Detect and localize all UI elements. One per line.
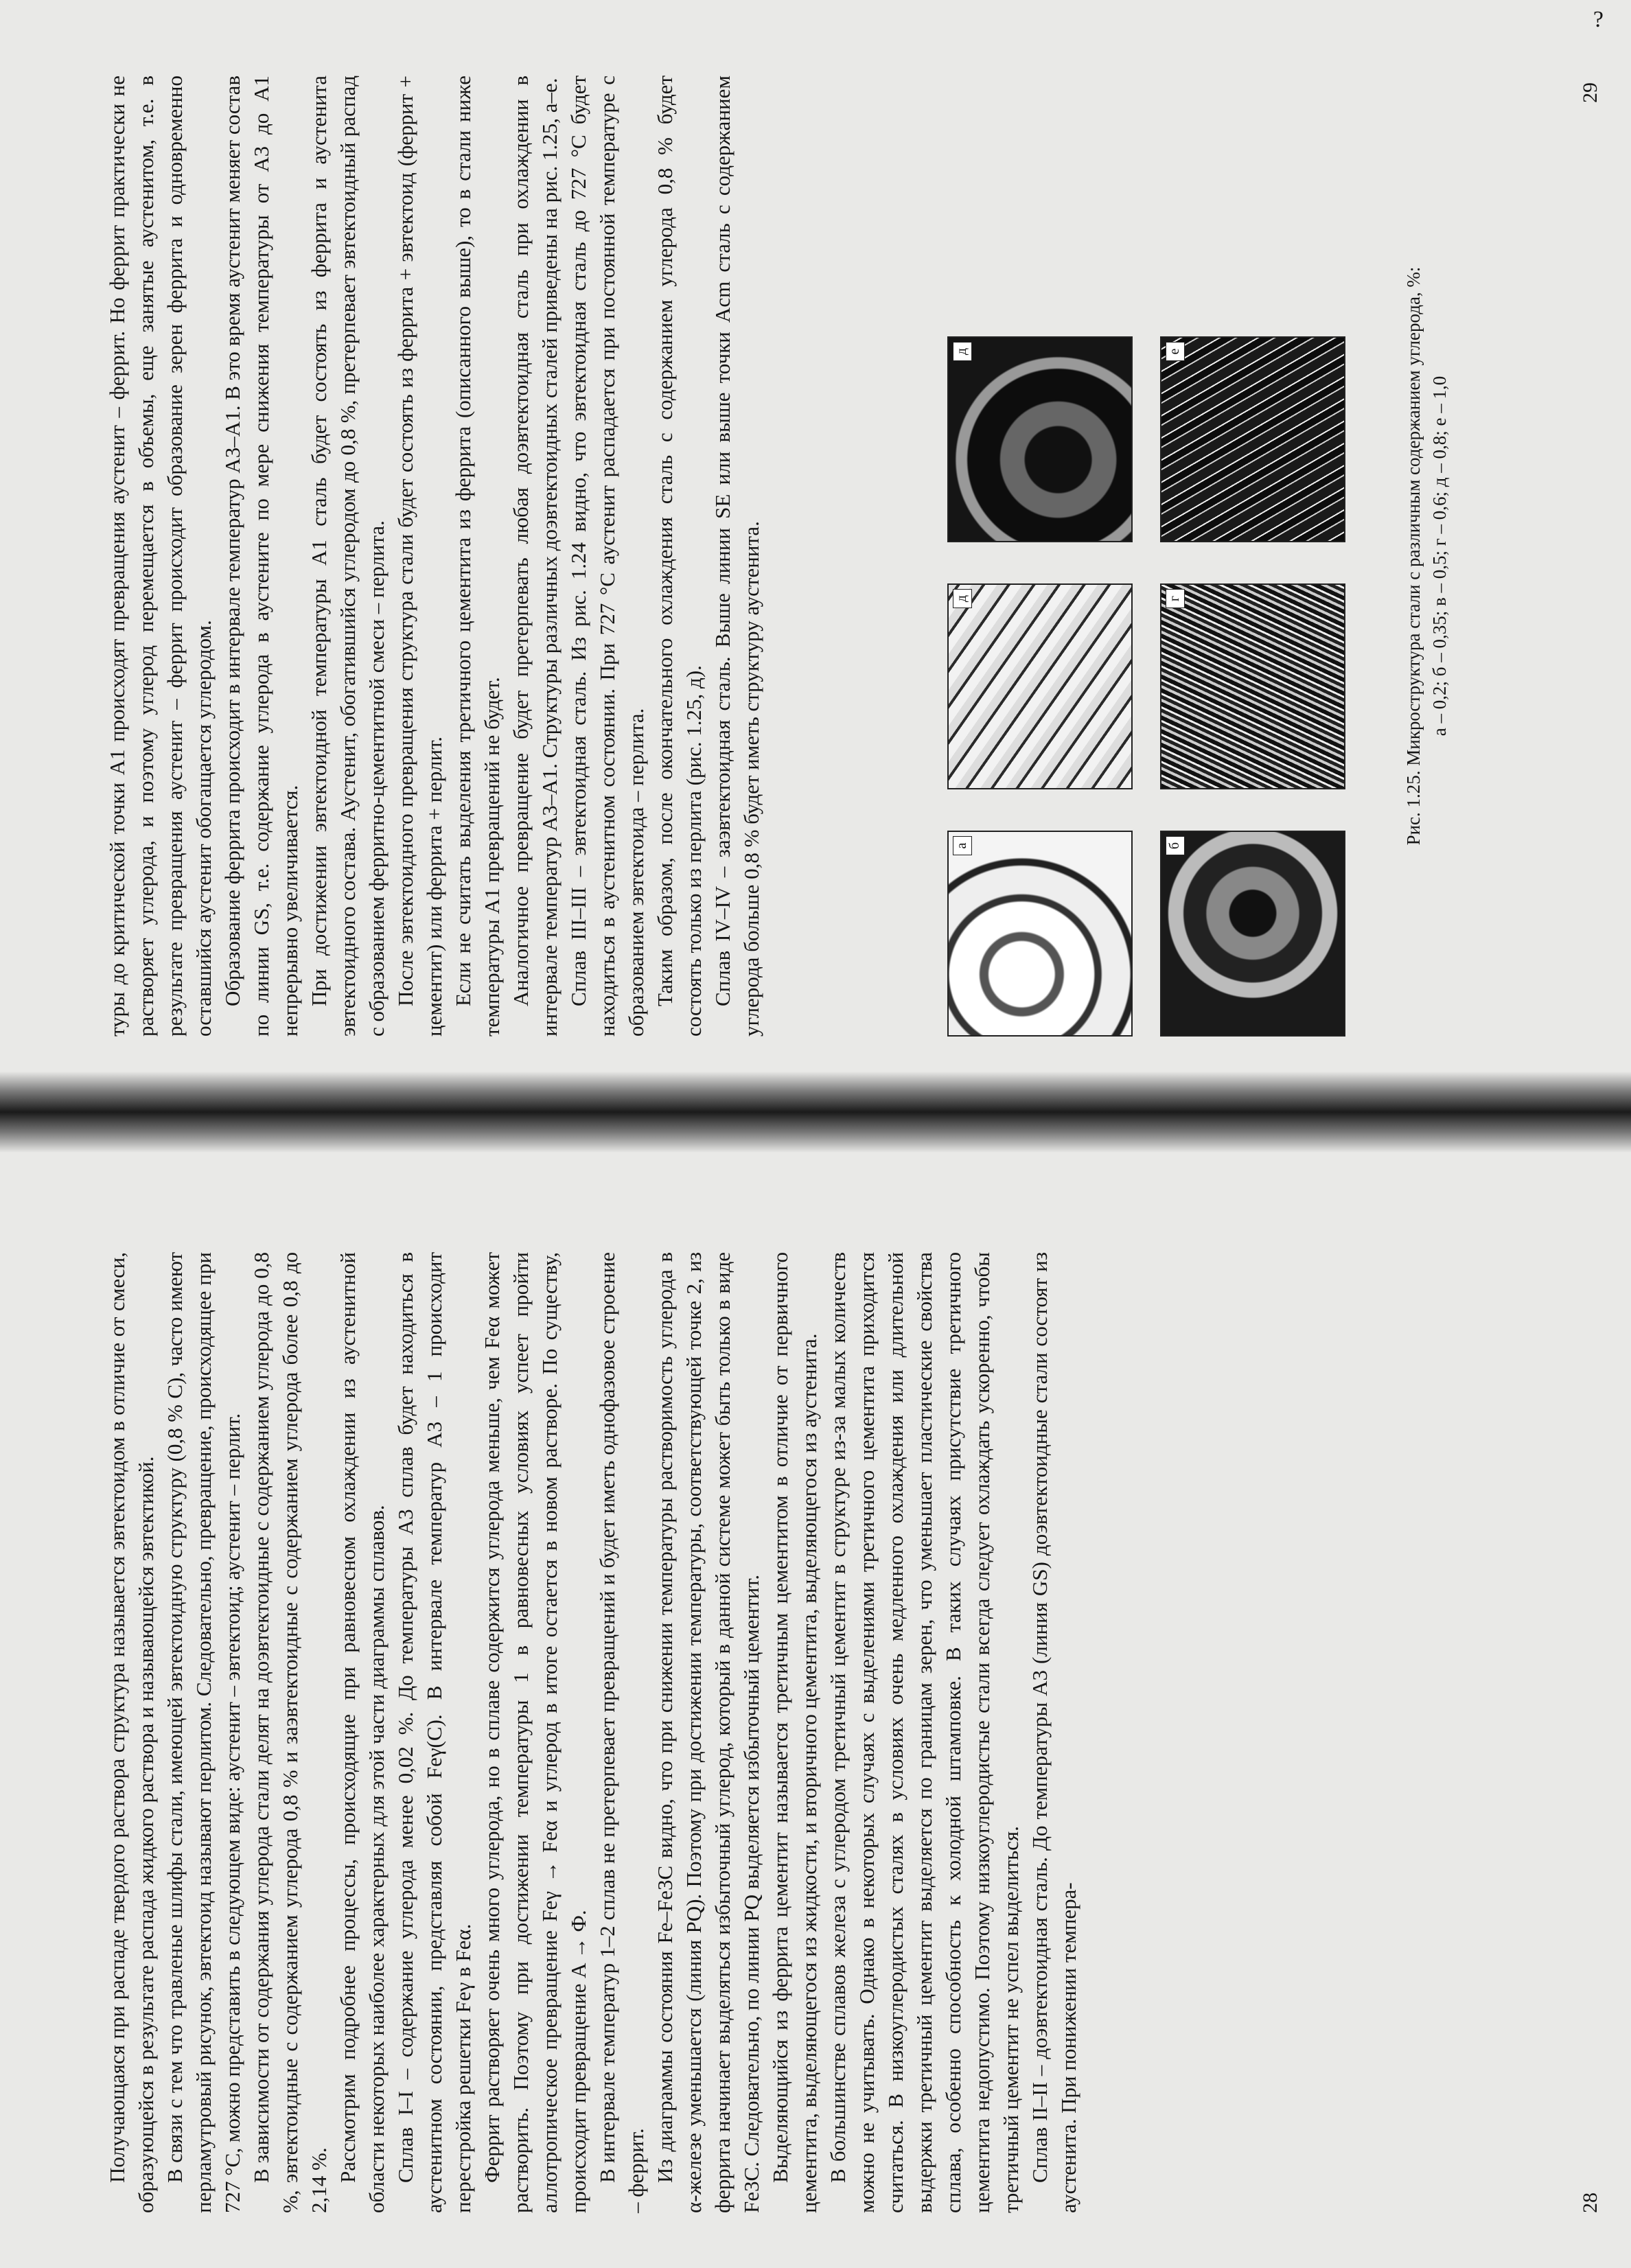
- micrograph-v: д: [947, 583, 1133, 789]
- paragraph: Таким образом, после окончательного охлаждения сталь с содержанием углерода 0,8 % будет состоять только из перлита (рис. 1.25, д).: [653, 76, 706, 1037]
- paragraph: Сплав III–III – эвтектоидная сталь. Из рис. 1.24 видно, что эвтектоидная сталь до 727 °С будет находиться в аустенитном состоянии. При 727 °С аустенит распадается при постоянной температуре с образованием эвтектоида – перлита.: [566, 76, 648, 1037]
- micrograph-b: б: [1160, 831, 1345, 1037]
- page-28: [0, 1197, 1631, 2268]
- paragraph: В большинстве сплавов железа с углеродом третичный цементит в структуре из-за малых количеств можно не учитывать. Однако в некоторых случаях с выделениями третичного цементита приходится считаться. В низкоуглеродистых сталях в условиях очень медленного охлаждения или длительной выдержки третичный цементит выделяется по границам зерен, что уменьшает пластические свойства сплава, особенно способность к холодной штамповке. В таких случаях присутствие третичного цементита недопустимо. Поэтому низкоуглеродистые стали всегда следует охлаждать ускоренно, чтобы третичный цементит не успел выделиться.: [826, 1252, 1023, 2213]
- page-number: 28: [1579, 2192, 1601, 2213]
- paragraph: В интервале температур 1–2 сплав не претерпевает превращений и будет иметь однофазовое строение – феррит.: [595, 1252, 648, 2213]
- paragraph: Выделяющийся из феррита цементит называется третичным цементитом в отличие от первичного цементита, выделяющегося из жидкости, и вторичного цементита, выделяющегося из аустенита.: [768, 1252, 821, 2213]
- paragraph: Сплав II–II – доэвтектоидная сталь. До температуры A3 (линия GS) доэвтектоидные стали состоят из аустенита. При понижении темпера-: [1028, 1252, 1080, 2213]
- paragraph: Получающаяся при распаде твердого раствора структура называется эвтектоидом в отличие от смеси, образующейся в результате распада жидкого раствора и называющейся эвтектикой.: [105, 1252, 158, 2213]
- paragraph: Образование феррита происходит в интервале температур A3–A1. В это время аустенит меняет состав по линии GS, т.е. содержание углерода в аустените по мере снижения температуры от A3 до A1 непрерывно увеличивается.: [220, 76, 302, 1037]
- figure-caption: Рис. 1.25. Микроструктура стали с различным содержанием углерода, %: а – 0,2; б – 0,35; в – 0,5; г – 0,6; д – 0,8; е – 1,0: [1403, 266, 1450, 846]
- paragraph: Сплав IV–IV – заэвтектоидная сталь. Выше линии SE или выше точки Acm сталь с содержанием углерода больше 0,8 % будет иметь структуру аустенита.: [710, 76, 763, 1037]
- paragraph: Рассмотрим подробнее процессы, происходящие при равновесном охлаждении из аустенитной области некоторых наиболее характерных для этой части диаграммы сплавов.: [336, 1252, 389, 2213]
- paragraph: После эвтектоидного превращения структура стали будет состоять из феррита + эвтектоид (феррит + цементит) или феррита + перлит.: [393, 76, 446, 1037]
- paragraph: Сплав I–I – содержание углерода менее 0,02 %. До температуры A3 сплав будет находиться в аустенитном состоянии, представляя собой Feγ(C). В интервале температур A3 – 1 происходит перестройка решетки Feγ в Feα.: [393, 1252, 475, 2213]
- paragraph: туры до критической точки A1 происходят превращения аустенит – феррит. Но феррит практически не растворяет углерода, и поэтому углерод перемещается в объемы, еще занятые аустенитом, т.е. в результате превращения аустенит – феррит происходит образование зерен феррита и одновременно оставшийся аустенит обогащается углеродом.: [105, 76, 216, 1037]
- book-gutter: [0, 1071, 1631, 1153]
- paragraph: В связи с тем что травленые шлифы стали, имеющей эвтектоидную структуру (0,8 % С), часто имеют перламутровый рисунок, эвтектоид называют перлитом. Следовательно, превращение, происходящее при 727 °С, можно представить в следующем виде: аустенит – эвтектоид; аустенит – перлит.: [163, 1252, 244, 2213]
- paragraph: Феррит растворяет очень много углерода, но в сплаве содержится углерода меньше, чем Feα может растворить. Поэтому при достижении температуры 1 в равновесных условиях успеет пройти аллотропическое превращение Feγ → Feα и углерод в итоге остается в новом растворе. По существу, происходит превращение A → Ф.: [480, 1252, 590, 2213]
- scan-mark: ?: [1593, 7, 1604, 32]
- page-number: 29: [1579, 82, 1601, 103]
- paragraph: Аналогичное превращение будет претерпевать любая доэвтектоидная сталь при охлаждении в интервале температур A3–A1. Структуры различных доэвтектоидных сталей приведены на рис. 1.25, а–е.: [509, 76, 562, 1037]
- paragraph: При достижении эвтектоидной температуры A1 сталь будет состоять из феррита и аустенита эвтектоидного состава. Аустенит, обогатившийся углеродом до 0,8 %, претерпевает эвтектоидный распад с образованием ферритно-цементитной смеси – перлита.: [307, 76, 389, 1037]
- paragraph: Если не считать выделения третичного цементита из феррита (описанного выше), то в стали ниже температуры A1 превращений не будет.: [451, 76, 504, 1037]
- micrograph-d: д: [947, 336, 1133, 542]
- page-29: [0, 21, 1631, 1091]
- page-29-text: [103, 76, 766, 1037]
- paragraph: Из диаграммы состояния Fe–Fe3C видно, что при снижении температуры растворимость углерода в α-железе уменьшается (линия PQ). Поэтому при достижении температуры, соответствующей точке 2, из феррита начинает выделяться избыточный углерод, который в данной системе может быть только в виде Fe3C. Следовательно, по линии PQ выделяется избыточный цементит.: [653, 1252, 763, 2213]
- micrograph-g: г: [1160, 583, 1345, 789]
- page-28-text: [103, 1252, 1083, 2213]
- micrograph-e: е: [1160, 336, 1345, 542]
- figure-1-25: [947, 76, 1565, 1037]
- paragraph: В зависимости от содержания углерода стали делят на доэвтектоидные с содержанием углерода до 0,8 %, эвтектоидные с содержанием углерода 0,8 % и заэвтектоидные с содержанием углерода более 0,8 до 2,14 %.: [249, 1252, 331, 2213]
- micrograph-a: а: [947, 831, 1133, 1037]
